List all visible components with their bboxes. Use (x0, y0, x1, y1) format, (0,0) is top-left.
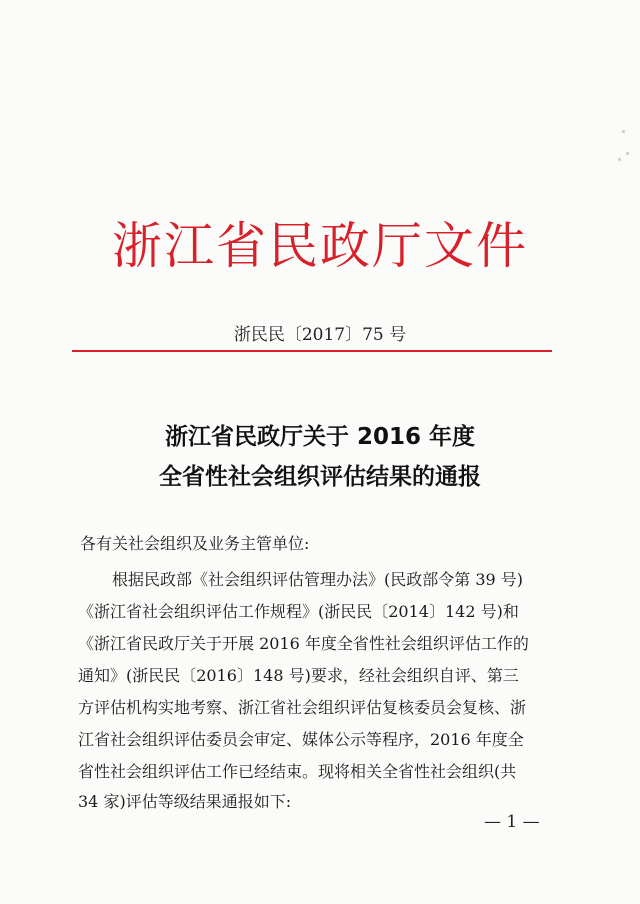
scan-speck (626, 152, 629, 155)
document-header-title: 浙江省民政厅文件 (112, 217, 528, 275)
addressee: 各有关社会组织及业务主管单位: (80, 534, 310, 553)
body-line: 省性社会组织评估工作已经结束。现将相关全省性社会组织(共 (78, 762, 517, 781)
body-line: 《浙江省社会组织评估工作规程》(浙民民〔2014〕142 号)和 (78, 602, 519, 621)
body-line: 通知》(浙民民〔2016〕148 号)要求，经社会组织自评、第三 (78, 666, 519, 685)
body-line: 江省社会组织评估委员会审定、媒体公示等程序，2016 年度全 (78, 730, 524, 749)
body-line: 根据民政部《社会组织评估管理办法》(民政部令第 39 号) (112, 570, 524, 589)
scan-speck (622, 130, 625, 133)
body-line: 《浙江省民政厅关于开展 2016 年度全省性社会组织评估工作的 (78, 634, 529, 653)
notice-title-line-1: 浙江省民政厅关于 2016 年度 (164, 424, 476, 450)
document-number: 浙民民〔2017〕75 号 (233, 325, 407, 345)
red-divider-line (72, 350, 552, 352)
scan-speck (618, 158, 621, 161)
page-number: — 1 — (484, 812, 540, 832)
notice-title-line-2: 全省性社会组织评估结果的通报 (159, 464, 481, 490)
body-line: 34 家)评估等级结果通报如下: (78, 792, 292, 811)
body-line: 方评估机构实地考察、浙江省社会组织评估复核委员会复核、浙 (78, 698, 527, 717)
